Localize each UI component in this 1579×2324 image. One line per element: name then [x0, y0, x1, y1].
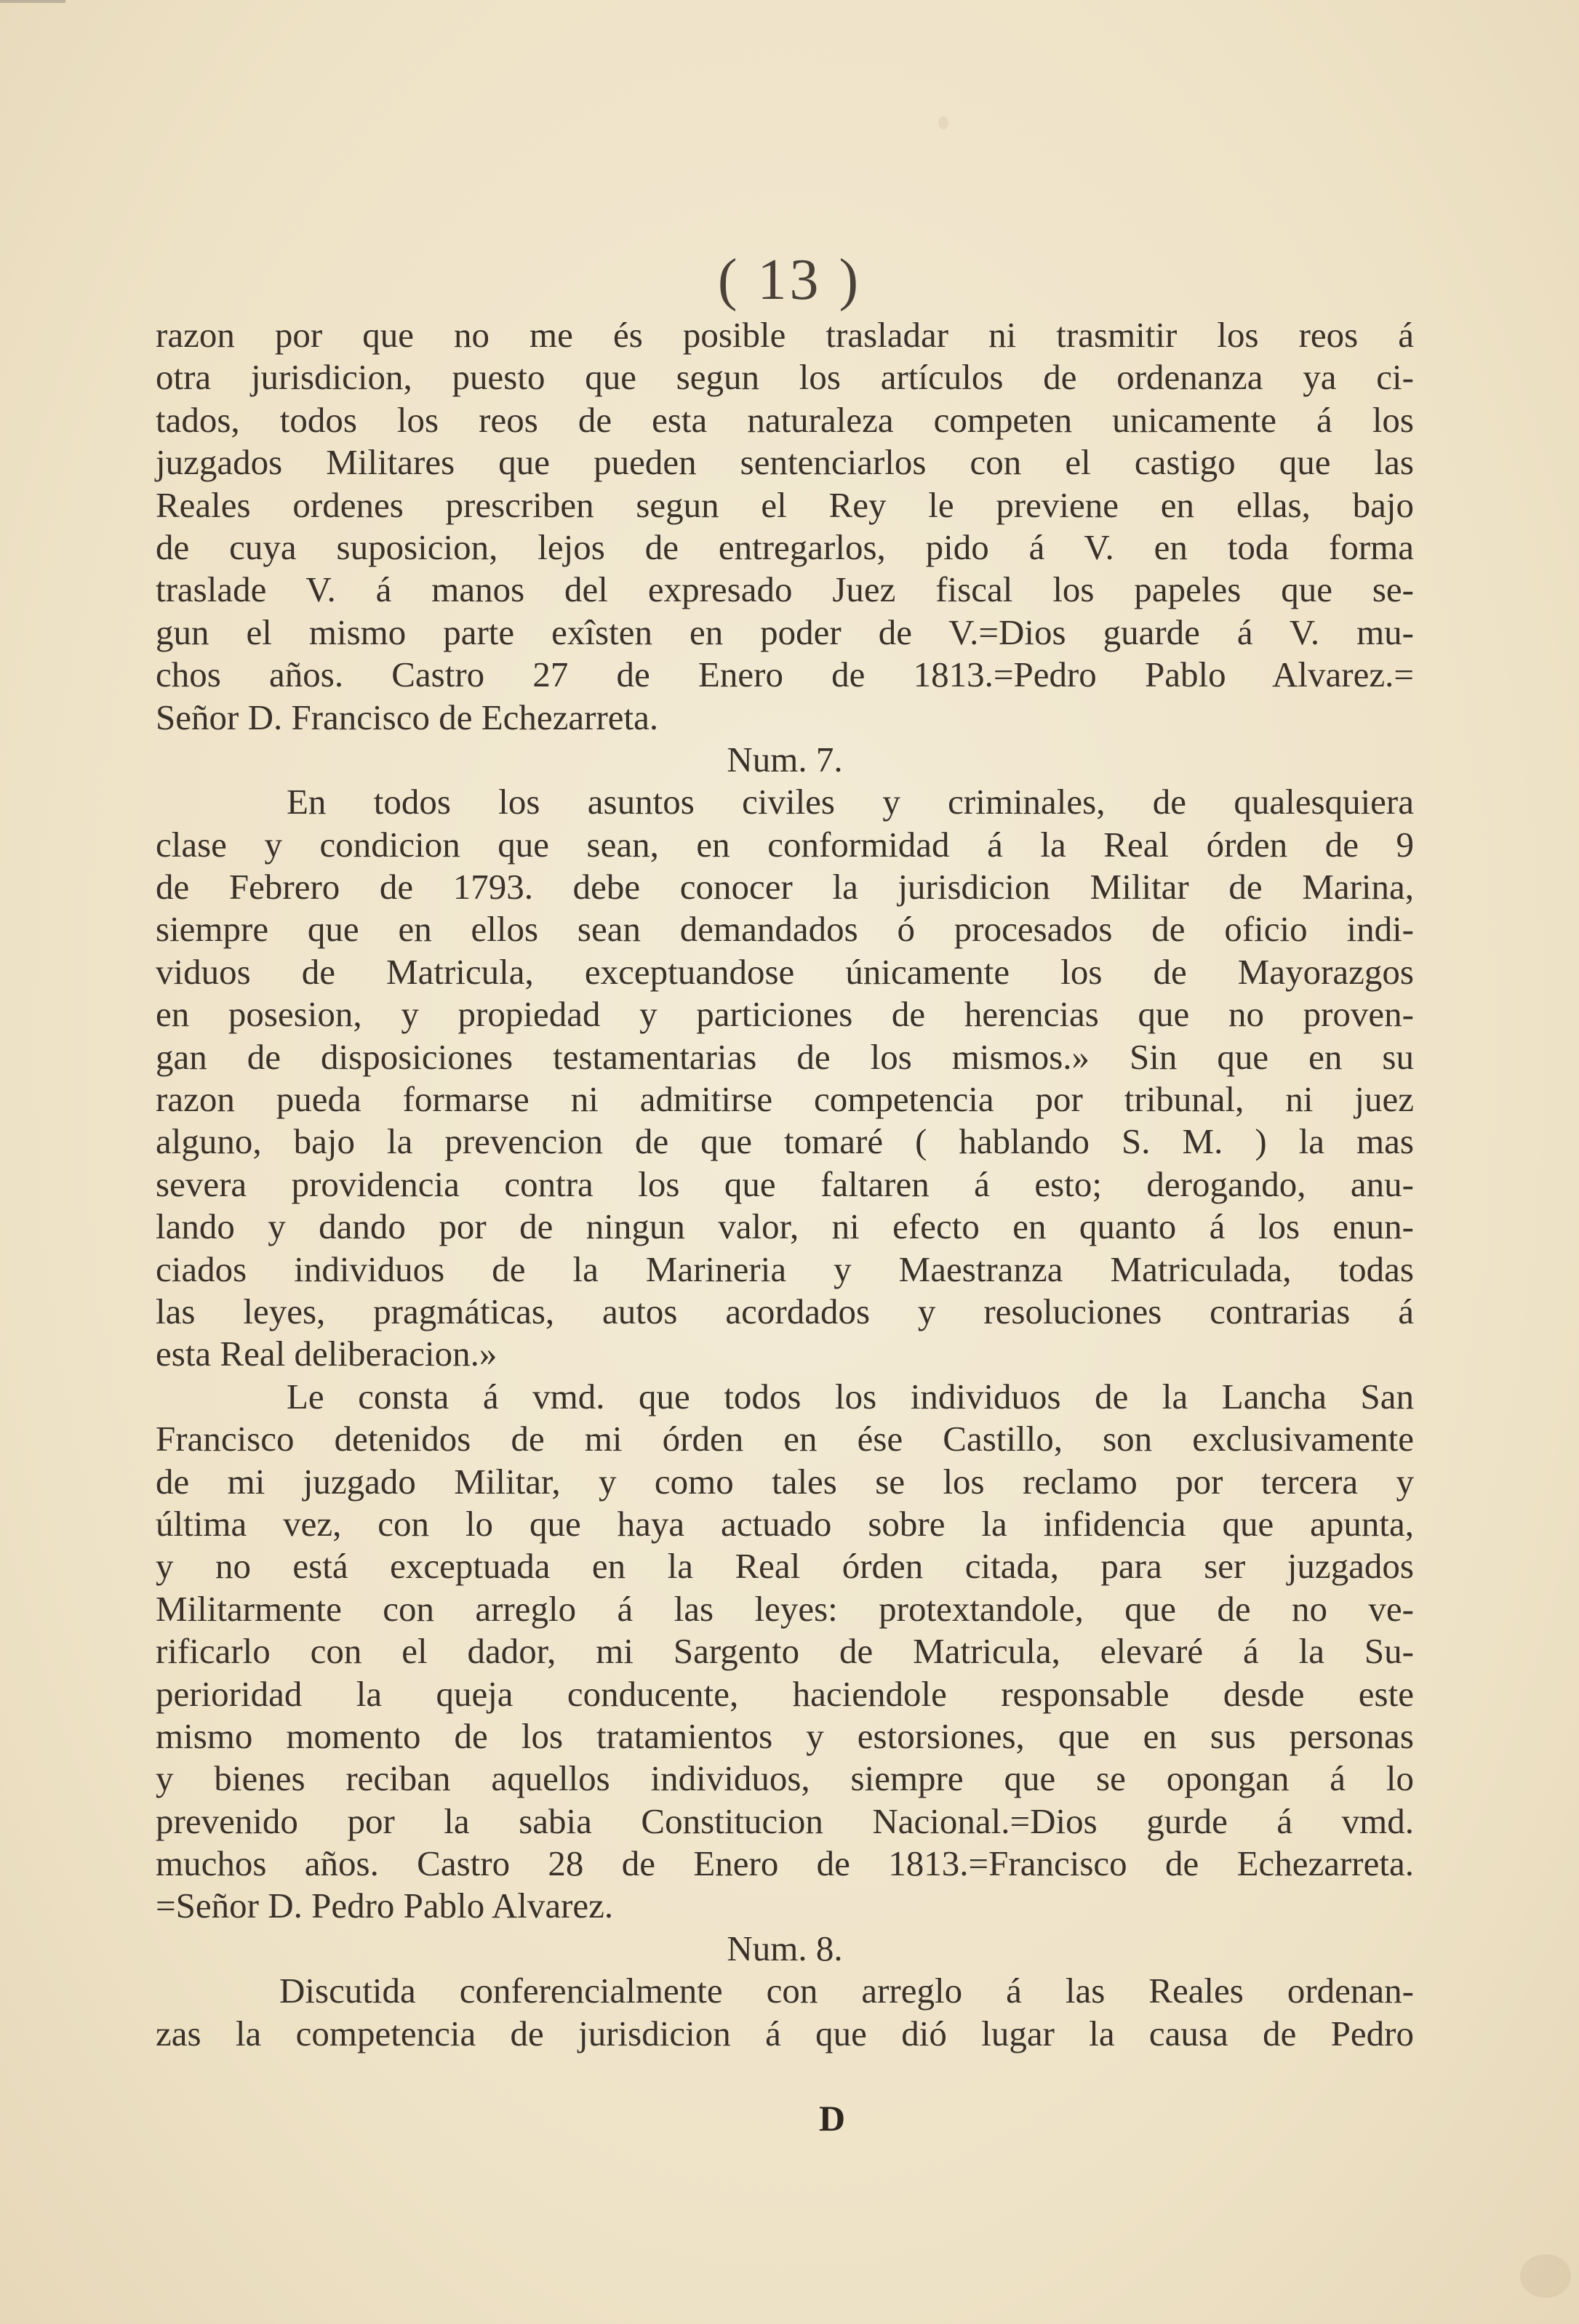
text-line: clase y condicion que sean, en conformidad á la Real órden de 9: [156, 824, 1414, 865]
text-line: lando y dando por de ningun valor, ni efecto en quanto á los enun-: [156, 1206, 1414, 1247]
paper-wear: [1520, 2254, 1571, 2298]
text-line: de mi juzgado Militar, y como tales se los reclamo por tercera y: [156, 1461, 1414, 1502]
text-line: zas la competencia de jurisdicion á que dió lugar la causa de Pedro: [156, 2013, 1414, 2053]
text-line: Militarmente con arreglo á las leyes: protextandole, que de no ve-: [156, 1588, 1414, 1629]
text-line: y no está exceptuada en la Real órden citada, para ser juzgados: [156, 1546, 1414, 1587]
text-line: esta Real deliberacion.»: [156, 1334, 497, 1374]
text-line: Le consta á vmd. que todos los individuos de la Lancha San: [287, 1376, 1414, 1417]
text-line: otra jurisdicion, puesto que segun los artículos de ordenanza ya ci-: [156, 357, 1414, 398]
section-heading: Num. 8.: [727, 1928, 843, 1968]
body-text: [156, 314, 1414, 2055]
text-line: mismo momento de los tratamientos y estorsiones, que en sus personas: [156, 1715, 1414, 1756]
text-line: rificarlo con el dador, mi Sargento de Matricula, elevaré á la Su-: [156, 1631, 1414, 1672]
text-line: traslade V. á manos del expresado Juez fiscal los papeles que se-: [156, 569, 1414, 610]
text-line: gun el mismo parte exîsten en poder de V.=Dios guarde á V. mu-: [156, 612, 1414, 652]
text-line: razon pueda formarse ni admitirse competencia por tribunal, ni juez: [156, 1079, 1414, 1120]
text-line: alguno, bajo la prevencion de que tomaré ( hablando S. M. ) la mas: [156, 1121, 1414, 1162]
text-line: Francisco detenidos de mi órden en ése Castillo, son exclusivamente: [156, 1419, 1414, 1459]
text-line: las leyes, pragmáticas, autos acordados y resoluciones contrarias á: [156, 1291, 1414, 1331]
text-line: razon por que no me és posible trasladar ni trasmitir los reos á: [156, 315, 1414, 355]
text-line: tados, todos los reos de esta naturaleza competen unicamente á los: [156, 399, 1414, 440]
text-line: juzgados Militares que pueden sentenciarlos con el castigo que las: [156, 442, 1414, 483]
paper-spot: [938, 116, 948, 129]
text-line: de cuya suposicion, lejos de entregarlos, pido á V. en toda forma: [156, 526, 1414, 567]
text-line: Discutida conferencialmente con arreglo á las Reales ordenan-: [279, 1971, 1414, 2011]
text-line: prevenido por la sabia Constitucion Nacional.=Dios gurde á vmd.: [156, 1800, 1414, 1841]
text-line: viduos de Matricula, exceptuandose únicamente los de Mayorazgos: [156, 951, 1414, 992]
text-line: gan de disposiciones testamentarias de los mismos.» Sin que en su: [156, 1036, 1414, 1077]
catchword: D: [819, 2098, 846, 2139]
section-heading: Num. 7.: [727, 739, 843, 780]
text-line: de Febrero de 1793. debe conocer la jurisdicion Militar de Marina,: [156, 867, 1414, 907]
text-line: siempre que en ellos sean demandados ó procesados de oficio indi-: [156, 909, 1414, 950]
text-line: muchos años. Castro 28 de Enero de 1813.=Francisco de Echezarreta.: [156, 1843, 1414, 1884]
text-line: ciados individuos de la Marineria y Maestranza Matriculada, todas: [156, 1249, 1414, 1289]
text-line: y bienes reciban aquellos individuos, siempre que se opongan á lo: [156, 1758, 1414, 1799]
text-line: perioridad la queja conducente, haciendole responsable desde este: [156, 1673, 1414, 1714]
text-line: chos años. Castro 27 de Enero de 1813.=Pedro Pablo Alvarez.=: [156, 654, 1414, 695]
text-line: Señor D. Francisco de Echezarreta.: [156, 697, 659, 737]
page-number: ( 13 ): [717, 248, 862, 312]
text-line: Reales ordenes prescriben segun el Rey le previene en ellas, bajo: [156, 484, 1414, 525]
corner-mark: [0, 0, 65, 3]
text-line: severa providencia contra los que faltaren á esto; derogando, anu-: [156, 1163, 1414, 1204]
text-line: =Señor D. Pedro Pablo Alvarez.: [156, 1886, 614, 1926]
text-line: En todos los asuntos civiles y criminales, de qualesquiera: [287, 782, 1414, 822]
text-line: en posesion, y propiedad y particiones de herencias que no proven-: [156, 994, 1414, 1035]
text-line: última vez, con lo que haya actuado sobre la infidencia que apunta,: [156, 1503, 1414, 1544]
